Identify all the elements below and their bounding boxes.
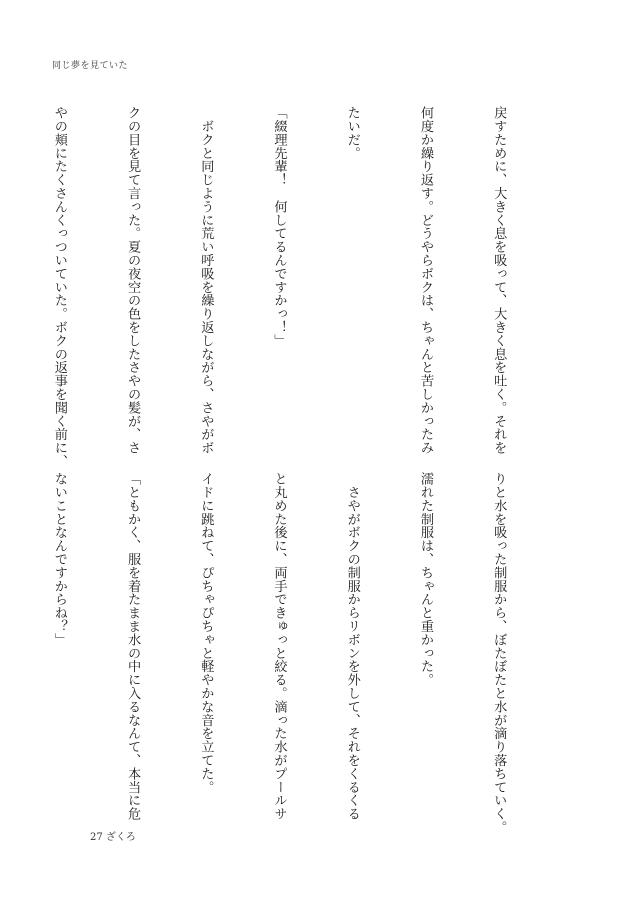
text-column: 戻すために、大きく息を吸って、大きく息を吐く。それを bbox=[491, 106, 507, 455]
text-column: イドに跳ねて、ぴちゃぴちゃと軽やかな音を立てた。 bbox=[198, 472, 214, 794]
text-column: 「綴理先輩！ 何してるんですかっ！」 bbox=[271, 106, 287, 348]
page-number: 27 ざくろ bbox=[90, 832, 136, 843]
running-title: 同じ夢を見ていた bbox=[52, 61, 129, 71]
text-block-upper bbox=[51, 106, 559, 468]
text-block-lower bbox=[51, 472, 559, 834]
text-column: ボクと同じように荒い呼吸を繰り返しながら、さやがボ bbox=[198, 106, 214, 455]
text-column: クの目を見て言った。夏の夜空の色をしたさやの髪が、さ bbox=[125, 106, 141, 455]
text-column: と丸めた後に、両手できゅっと絞る。滴った水がプールサ bbox=[271, 472, 287, 821]
text-column: やの頬にたくさんくっついていた。ボクの返事を聞く前に、 bbox=[51, 106, 67, 468]
text-column: 何度か繰り返す。どうやらボクは、ちゃんと苦しかったみ bbox=[417, 106, 433, 455]
text-column: 濡れた制服は、ちゃんと重かった。 bbox=[417, 472, 433, 687]
text-column: 「ともかく、服を着たまま水の中に入るなんて、本当に危 bbox=[125, 472, 141, 821]
text-column: ないことなんですからね？」 bbox=[51, 472, 67, 647]
text-column: さやがボクの制服からリボンを外して、それをくるくる bbox=[344, 472, 360, 821]
text-column: たいだ。 bbox=[344, 106, 360, 160]
text-column: りと水を吸った制服から、ぼたぼたと水が滴り落ちていく。 bbox=[491, 472, 507, 834]
